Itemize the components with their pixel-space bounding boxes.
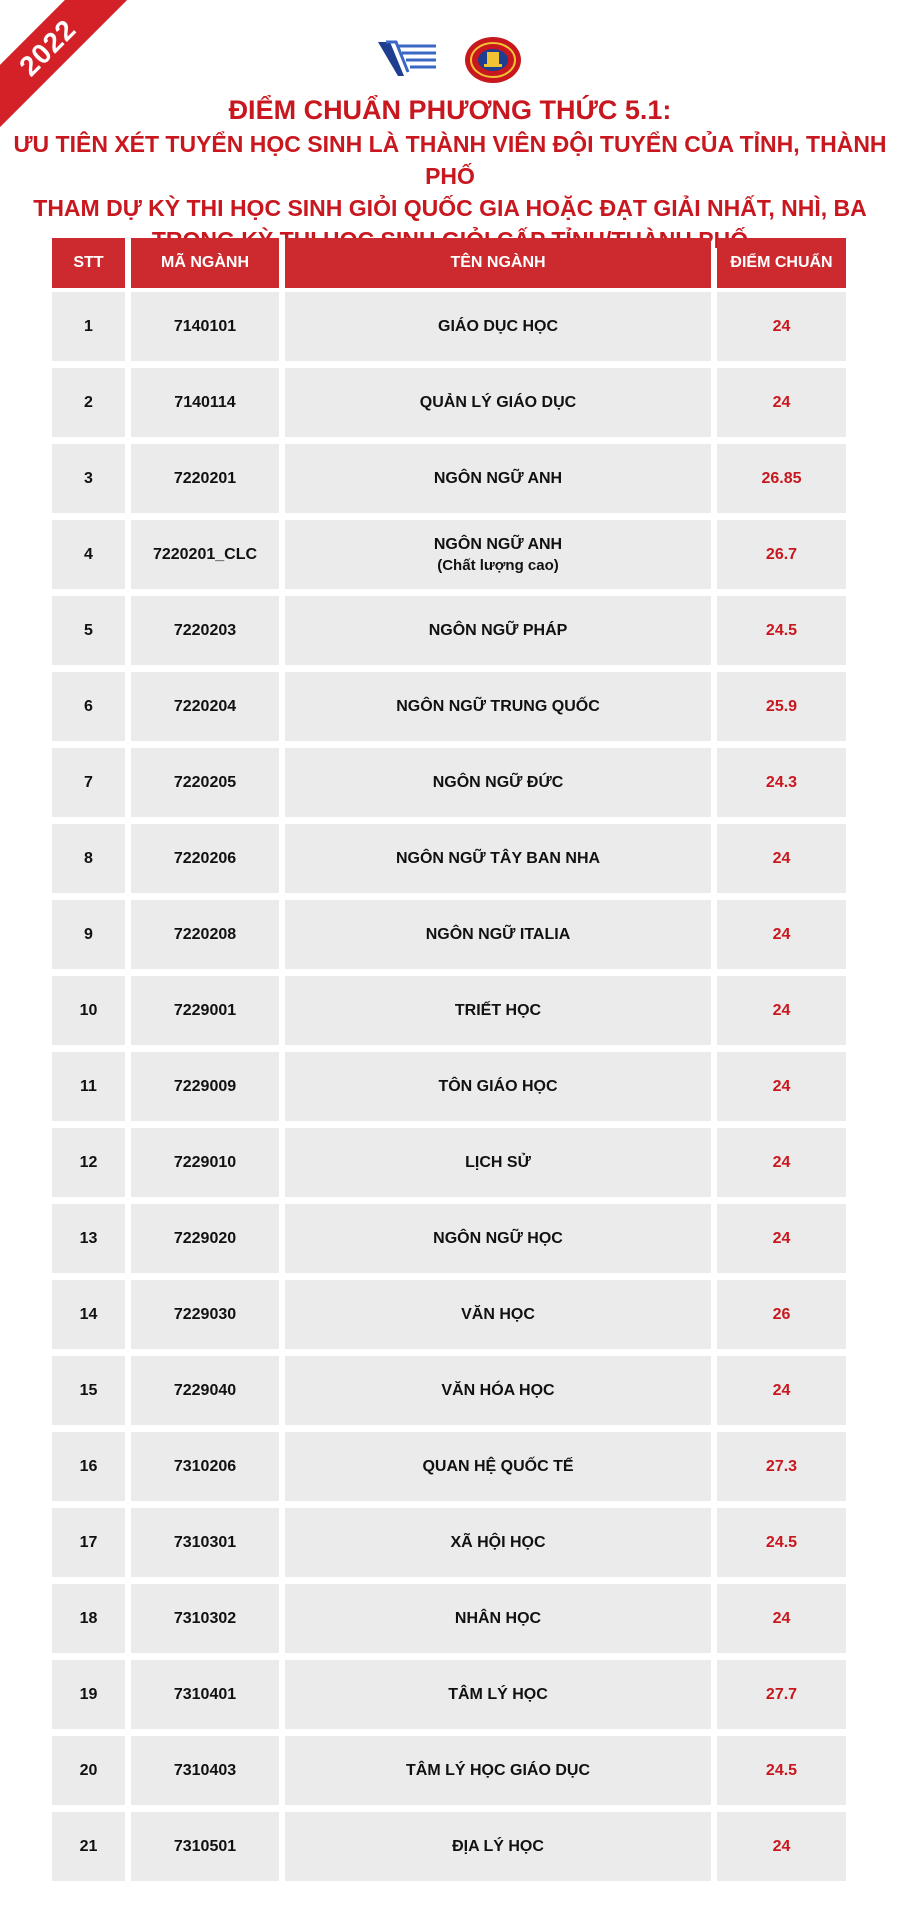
row-score: 24.5 xyxy=(717,596,846,665)
row-score: 24 xyxy=(717,1052,846,1121)
row-name: LỊCH SỬ xyxy=(465,1153,531,1171)
row-stt: 21 xyxy=(52,1812,125,1881)
row-score: 24.3 xyxy=(717,748,846,817)
row-score: 27.7 xyxy=(717,1660,846,1729)
seal-logo-icon xyxy=(462,36,524,84)
row-score: 24 xyxy=(717,1812,846,1881)
row-name: VĂN HÓA HỌC xyxy=(441,1381,555,1399)
row-name-cell xyxy=(285,1584,711,1653)
table-row xyxy=(52,1508,848,1577)
row-stt: 6 xyxy=(52,672,125,741)
header-code: MÃ NGÀNH xyxy=(131,238,279,288)
row-code: 7229030 xyxy=(131,1280,279,1349)
row-name-cell xyxy=(285,1660,711,1729)
row-stt: 9 xyxy=(52,900,125,969)
row-name-cell xyxy=(285,1736,711,1805)
row-name: TÔN GIÁO HỌC xyxy=(438,1077,558,1095)
subtitle-line-2: THAM DỰ KỲ THI HỌC SINH GIỎI QUỐC GIA HOẶC ĐẠT GIẢI NHẤT, NHÌ, BA xyxy=(33,195,867,221)
row-name: TÂM LÝ HỌC xyxy=(448,1685,548,1703)
row-name-cell xyxy=(285,1204,711,1273)
row-score: 26.7 xyxy=(717,520,846,589)
page-title: ĐIỂM CHUẨN PHƯƠNG THỨC 5.1: xyxy=(228,95,672,125)
row-score: 24 xyxy=(717,1128,846,1197)
row-stt: 5 xyxy=(52,596,125,665)
row-stt: 7 xyxy=(52,748,125,817)
wave-logo-icon xyxy=(376,36,438,84)
row-code: 7229001 xyxy=(131,976,279,1045)
table-row xyxy=(52,748,848,817)
row-name: NGÔN NGỮ ANH xyxy=(433,535,563,553)
row-score: 24.5 xyxy=(717,1736,846,1805)
row-code: 7140114 xyxy=(131,368,279,437)
table-row xyxy=(52,1432,848,1501)
score-table xyxy=(52,238,848,1888)
row-code: 7220201 xyxy=(131,444,279,513)
table-row xyxy=(52,1584,848,1653)
row-name-cell xyxy=(285,1356,711,1425)
header-stt: STT xyxy=(52,238,125,288)
row-name-cell xyxy=(285,748,711,817)
row-name: TÂM LÝ HỌC GIÁO DỤC xyxy=(406,1761,590,1779)
row-code: 7220206 xyxy=(131,824,279,893)
table-row xyxy=(52,596,848,665)
row-code: 7310302 xyxy=(131,1584,279,1653)
row-name: NGÔN NGỮ TÂY BAN NHA xyxy=(395,849,601,867)
row-stt: 8 xyxy=(52,824,125,893)
row-name: NGÔN NGỮ PHÁP xyxy=(428,621,568,639)
row-score: 24 xyxy=(717,1584,846,1653)
table-row xyxy=(52,1736,848,1805)
row-name: TRIẾT HỌC xyxy=(454,1001,542,1019)
row-code: 7310501 xyxy=(131,1812,279,1881)
header-score: ĐIỂM CHUẨN xyxy=(717,238,846,288)
row-name: NGÔN NGỮ HỌC xyxy=(433,1229,563,1247)
row-score: 27.3 xyxy=(717,1432,846,1501)
row-name-cell xyxy=(285,368,711,437)
row-stt: 14 xyxy=(52,1280,125,1349)
row-code: 7310301 xyxy=(131,1508,279,1577)
row-name: VĂN HỌC xyxy=(461,1305,535,1323)
row-score: 24 xyxy=(717,900,846,969)
row-code: 7220205 xyxy=(131,748,279,817)
page-heading xyxy=(0,92,900,256)
row-name-cell xyxy=(285,1280,711,1349)
table-row xyxy=(52,824,848,893)
header-name: TÊN NGÀNH xyxy=(285,238,711,288)
subtitle-line-1: ƯU TIÊN XÉT TUYỂN HỌC SINH LÀ THÀNH VIÊN ĐỘI TUYỂN CỦA TỈNH, THÀNH PHỐ xyxy=(13,131,887,189)
row-name-cell xyxy=(285,292,711,361)
table-row xyxy=(52,444,848,513)
row-name-cell xyxy=(285,1052,711,1121)
row-score: 24 xyxy=(717,368,846,437)
row-code: 7220208 xyxy=(131,900,279,969)
row-name-cell xyxy=(285,900,711,969)
row-score: 24 xyxy=(717,292,846,361)
row-score: 26 xyxy=(717,1280,846,1349)
row-code: 7229009 xyxy=(131,1052,279,1121)
table-row xyxy=(52,900,848,969)
table-row xyxy=(52,368,848,437)
row-name-cell xyxy=(285,596,711,665)
table-row xyxy=(52,520,848,589)
row-name-cell xyxy=(285,824,711,893)
row-name: XÃ HỘI HỌC xyxy=(450,1533,546,1551)
row-code: 7229040 xyxy=(131,1356,279,1425)
row-name: NGÔN NGỮ TRUNG QUỐC xyxy=(396,697,600,715)
table-row xyxy=(52,292,848,361)
row-score: 25.9 xyxy=(717,672,846,741)
row-name: NHÂN HỌC xyxy=(454,1609,542,1627)
row-stt: 3 xyxy=(52,444,125,513)
row-name: QUẢN LÝ GIÁO DỤC xyxy=(419,393,577,411)
row-name: ĐỊA LÝ HỌC xyxy=(452,1837,544,1855)
row-name: NGÔN NGỮ ITALIA xyxy=(425,925,571,943)
row-name: GIÁO DỤC HỌC xyxy=(438,317,558,335)
row-name-cell xyxy=(285,672,711,741)
row-stt: 17 xyxy=(52,1508,125,1577)
table-row xyxy=(52,1204,848,1273)
row-stt: 15 xyxy=(52,1356,125,1425)
table-row xyxy=(52,1356,848,1425)
row-code: 7310401 xyxy=(131,1660,279,1729)
table-row xyxy=(52,1128,848,1197)
row-stt: 12 xyxy=(52,1128,125,1197)
row-stt: 10 xyxy=(52,976,125,1045)
row-name: NGÔN NGỮ ĐỨC xyxy=(432,773,564,791)
row-code: 7220203 xyxy=(131,596,279,665)
row-name-cell xyxy=(285,1128,711,1197)
row-stt: 19 xyxy=(52,1660,125,1729)
row-score: 24 xyxy=(717,1204,846,1273)
table-row xyxy=(52,1812,848,1881)
row-stt: 2 xyxy=(52,368,125,437)
row-code: 7229010 xyxy=(131,1128,279,1197)
logo-bar xyxy=(0,36,900,84)
table-row xyxy=(52,976,848,1045)
row-name: QUAN HỆ QUỐC TẾ xyxy=(422,1457,574,1475)
table-row xyxy=(52,1052,848,1121)
row-score: 24.5 xyxy=(717,1508,846,1577)
row-code: 7220204 xyxy=(131,672,279,741)
row-code: 7310403 xyxy=(131,1736,279,1805)
row-stt: 4 xyxy=(52,520,125,589)
row-name-cell xyxy=(285,976,711,1045)
row-name: NGÔN NGỮ ANH xyxy=(433,469,563,487)
row-stt: 20 xyxy=(52,1736,125,1805)
row-stt: 1 xyxy=(52,292,125,361)
row-score: 24 xyxy=(717,1356,846,1425)
row-code: 7310206 xyxy=(131,1432,279,1501)
row-name-cell xyxy=(285,1432,711,1501)
table-row xyxy=(52,1660,848,1729)
row-stt: 11 xyxy=(52,1052,125,1121)
row-score: 24 xyxy=(717,824,846,893)
row-stt: 16 xyxy=(52,1432,125,1501)
table-header-row xyxy=(52,238,848,288)
row-code: 7229020 xyxy=(131,1204,279,1273)
row-name-cell xyxy=(285,520,711,589)
row-stt: 13 xyxy=(52,1204,125,1273)
year-badge: 2022 xyxy=(0,0,134,134)
row-name-cell xyxy=(285,444,711,513)
row-name-cell xyxy=(285,1508,711,1577)
row-name-note: (Chất lượng cao) xyxy=(437,556,559,574)
table-row xyxy=(52,1280,848,1349)
row-name-cell xyxy=(285,1812,711,1881)
table-row xyxy=(52,672,848,741)
row-code: 7220201_CLC xyxy=(131,520,279,589)
row-score: 24 xyxy=(717,976,846,1045)
row-stt: 18 xyxy=(52,1584,125,1653)
row-score: 26.85 xyxy=(717,444,846,513)
row-code: 7140101 xyxy=(131,292,279,361)
